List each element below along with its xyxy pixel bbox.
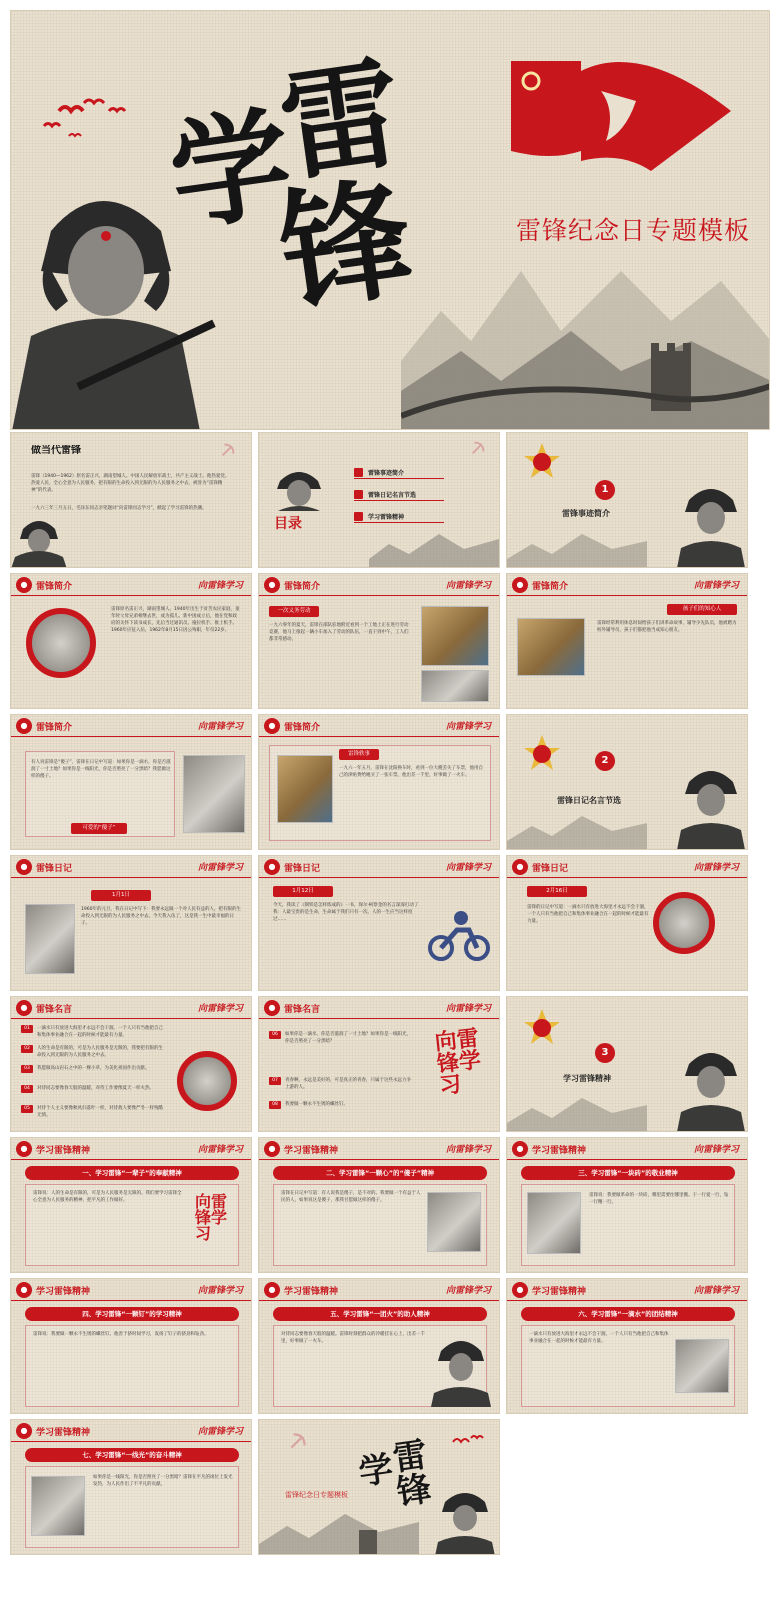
- slide-spirit-7[interactable]: [10, 1419, 252, 1555]
- story-label: 雷锋轶事: [339, 749, 379, 760]
- slide-number-badge: ●: [16, 1141, 32, 1157]
- cover-char-feng: 锋: [270, 160, 421, 331]
- leifeng-photo: [427, 1192, 481, 1252]
- cover-char-xue: 学: [161, 92, 301, 249]
- slide-first-title: 做当代雷锋: [31, 445, 81, 456]
- slide-spirit-2[interactable]: [258, 1137, 500, 1273]
- slide-menu[interactable]: [258, 432, 500, 568]
- slide-diary-2[interactable]: [258, 855, 500, 991]
- slide-number-badge: ●: [16, 1282, 32, 1298]
- slide-title: 学习雷锋精神: [36, 1287, 91, 1297]
- end-subtitle: 雷锋纪念日专题模板: [285, 1491, 348, 1499]
- brand-signature: 向雷锋学习: [197, 1145, 243, 1155]
- brand-signature: 向雷锋学习: [197, 863, 243, 873]
- hammer-sickle-icon: [287, 1430, 309, 1452]
- spirit-title: 四、学习雷锋“一颗钉”的学习精神: [25, 1307, 239, 1321]
- brand-signature: 向雷锋学习: [197, 722, 243, 732]
- spirit-title: 七、学习雷锋“一线光”的奋斗精神: [25, 1448, 239, 1462]
- brand-signature: 向雷锋学习: [693, 581, 739, 591]
- slide-section-3[interactable]: [506, 996, 748, 1132]
- party-flag-icon: [501, 51, 741, 191]
- brand-signature: 向雷锋学习: [445, 1286, 491, 1296]
- slide-number-badge: ●: [264, 859, 280, 875]
- diary-text: 1960年的元旦，我在日记中写下：我要永远做一个对人民有益的人，把有限的生命投入到无限的为人民服务之中去。今天我入伍了，这是我一生中最幸福的日子。: [81, 907, 241, 926]
- slide-title: 雷锋简介: [36, 723, 73, 733]
- slide-section-1[interactable]: [506, 432, 748, 568]
- slide-number-badge: ●: [16, 1000, 32, 1016]
- slide-quotes-1[interactable]: ● 雷锋名言 向雷锋学习 01 一滴水只有放进大海里才永远不会干涸，一个人只有当他把自己和集体事业融合在一起的时候才能最有力量。 02 人的生命是有限的，可是为人民服务是无限的，我要把有限的生命投入到无限的为人民服务之中去。 03 我愿做高山岩石之中的一棵小草，为美化祖国作出贡献。 04 对待同志要像春天般的温暖，对待工作要像夏天一样火热。 05 对待个人主义要像秋风扫落叶一样，对待敌人要像严冬一样残酷无情。: [10, 996, 252, 1132]
- spirit-text: 雷锋说：我要做革命的一块砖，哪里需要往哪里搬。干一行爱一行，钻一行精一行。: [589, 1193, 729, 1205]
- section-title: 雷锋事迹简介: [562, 509, 610, 518]
- slide-spirit-4[interactable]: [10, 1278, 252, 1414]
- brand-signature: 向雷锋学习: [197, 1004, 243, 1014]
- slide-title: 雷锋日记: [284, 864, 321, 874]
- slide-number-badge: ●: [16, 1423, 32, 1439]
- end-char-lei: 雷: [390, 1434, 430, 1480]
- slide-spirit-3[interactable]: [506, 1137, 748, 1273]
- diary-text: 雷锋的日记中写道：一滴水只有放进大海里才永远不会干涸，一个人只有当他把自己和集体事业融合在一起的时候才能最有力量。: [527, 905, 649, 924]
- cover-slide[interactable]: [10, 10, 770, 430]
- story-label: 一次义务劳动: [269, 606, 319, 617]
- brand-signature: 向雷锋学习: [693, 1286, 739, 1296]
- slide-title: 雷锋简介: [36, 582, 73, 592]
- spirit-text: 对待同志要像春天般的温暖。雷锋时刻把群众的冷暖挂在心上，出差一千里，好事做了一火车。: [281, 1332, 425, 1344]
- leifeng-photo: [25, 904, 75, 974]
- slide-spirit-1[interactable]: [10, 1137, 252, 1273]
- slide-title: 雷锋简介: [532, 582, 569, 592]
- slide-number-badge: ●: [264, 1282, 280, 1298]
- slide-number-badge: ●: [512, 859, 528, 875]
- spirit-text: 一滴水只有放进大海里才永远不会干涸，一个人只有当他把自己和集体事业融合在一起的时候才能最有力量。: [529, 1332, 669, 1344]
- brand-signature: 向雷锋学习: [445, 863, 491, 873]
- leifeng-photo: [421, 670, 489, 702]
- great-wall-illustration: [259, 1512, 419, 1555]
- soldier-illustration: [677, 760, 747, 850]
- leifeng-photo-ring: [653, 892, 715, 954]
- star-emblem-icon: [522, 441, 562, 481]
- leifeng-photo: [675, 1339, 729, 1393]
- soldier-illustration: [677, 1042, 747, 1132]
- soldier-illustration: [11, 513, 71, 568]
- brand-signature: 向雷锋学习: [445, 581, 491, 591]
- slide-number-badge: ●: [264, 577, 280, 593]
- spirit-text: 如果你是一线阳光，你是否照亮了一分黑暗？雷锋在平凡的岗位上发光发热，为人民作出了不平凡的贡献。: [93, 1475, 233, 1487]
- diary-date: 1月12日: [273, 886, 333, 897]
- leifeng-photo: [31, 1476, 85, 1536]
- slide-title: 雷锋名言: [284, 1005, 321, 1015]
- brand-signature: 向雷锋学习: [693, 863, 739, 873]
- leifeng-photo-ring: [177, 1051, 237, 1111]
- spirit-title: 五、学习雷锋“一团火”的助人精神: [273, 1307, 487, 1321]
- soldier-illustration: [431, 1331, 491, 1407]
- slide-title: 学习雷锋精神: [532, 1146, 587, 1156]
- slide-number-badge: ●: [512, 1141, 528, 1157]
- soldier-illustration: [11, 161, 251, 430]
- menu-item-1[interactable]: 雷锋事迹简介: [354, 467, 444, 479]
- great-wall-illustration: [369, 529, 499, 568]
- brand-signature: 向雷锋学习: [693, 1145, 739, 1155]
- slide-section-2[interactable]: [506, 714, 748, 850]
- soldier-illustration: [677, 478, 747, 568]
- hammer-sickle-icon: [219, 441, 237, 459]
- great-wall-illustration: [507, 815, 647, 850]
- section-title: 雷锋日记名言节选: [557, 796, 621, 805]
- leifeng-color-photo: [277, 755, 333, 823]
- mao-portrait-photo: [421, 606, 489, 666]
- slide-intro-1[interactable]: [10, 573, 252, 709]
- cover-subtitle: 雷锋纪念日专题模板: [516, 216, 751, 245]
- section-number: 3: [595, 1043, 615, 1063]
- slide-title: 学习雷锋精神: [36, 1428, 91, 1438]
- leifeng-photo: [527, 1192, 581, 1254]
- flying-birds-icon: [449, 1430, 489, 1450]
- slide-diary-3[interactable]: [506, 855, 748, 991]
- diary-date: 2月16日: [527, 886, 587, 897]
- flying-birds-icon: [39, 91, 139, 151]
- motorcycle-illustration-icon: [427, 906, 491, 962]
- spirit-title: 二、学习雷锋“一颗心”的“傻子”精神: [273, 1166, 487, 1180]
- slide-number-badge: ●: [264, 1141, 280, 1157]
- children-photo: [517, 618, 585, 676]
- slide-number-badge: ●: [16, 859, 32, 875]
- great-wall-illustration: [507, 1097, 647, 1132]
- brand-signature: 向雷锋学习: [445, 1145, 491, 1155]
- great-wall-illustration: [507, 533, 647, 568]
- brand-signature: 向雷锋学习: [197, 581, 243, 591]
- brand-signature: 向雷锋学习: [445, 722, 491, 732]
- leifeng-portrait: [274, 463, 324, 513]
- slide-number-badge: ●: [16, 718, 32, 734]
- star-emblem-icon: [522, 1007, 562, 1047]
- slide-number-badge: ●: [16, 577, 32, 593]
- slide-intro-2[interactable]: [258, 573, 500, 709]
- brand-signature: 向雷锋学习: [445, 1004, 491, 1014]
- diary-date: 1月1日: [91, 890, 151, 901]
- story-label: 可爱的“傻子”: [71, 823, 127, 834]
- story-paragraph: 雷锋经常利用休息时间给孩子们讲革命故事，辅导少先队员，他被聘为校外辅导员，孩子们都把他当成知心朋友。: [597, 621, 737, 633]
- slide-title: 学习雷锋精神: [284, 1146, 339, 1156]
- spirit-title: 一、学习雷锋“一辈子”的奉献精神: [25, 1166, 239, 1180]
- cover-char-lei: 雷: [271, 42, 411, 199]
- slide-end[interactable]: [258, 1419, 500, 1555]
- slide-intro-5[interactable]: [258, 714, 500, 850]
- slide-title: 学习雷锋精神: [36, 1146, 91, 1156]
- story-paragraph: 一九六一年五月，雷锋在沈阳换车时，看到一位大嫂丢失了车票，他用自己的津贴费给她买了一张车票。他出差一千里，好事做了一火车。: [339, 766, 483, 778]
- story-paragraph: 一九六零年的夏天，雷锋在部队驻地附近看到一个工地上正在进行劳动竞赛，他马上推起一辆小车加入了劳动的队伍，一直干到中午，工人们都非常感动。: [269, 623, 409, 642]
- slide-title: 学习雷锋精神: [284, 1287, 339, 1297]
- slide-intro-3[interactable]: [506, 573, 748, 709]
- leifeng-photo-ring: [26, 608, 96, 678]
- spirit-text: 雷锋说：我要做一颗永不生锈的螺丝钉。他善于挤时间学习，发扬了钉子的挤劲和钻劲。: [33, 1332, 209, 1337]
- story-label: 孩子们的知心人: [667, 604, 737, 615]
- slide-number-badge: ●: [264, 718, 280, 734]
- slide-title: 雷锋简介: [284, 582, 321, 592]
- spirit-text: 雷锋在日记中写道：有人说我是傻子，是不对的。我要做一个有益于人民的人，如果说这是傻子，那我甘愿做这样的傻子。: [281, 1191, 421, 1203]
- menu-item-2[interactable]: 雷锋日记名言节选: [354, 489, 444, 501]
- slide-first-paragraph2: 一九六三年三月五日，毛泽东同志亲笔题词“向雷锋同志学习”，掀起了学习雷锋的热潮。: [31, 506, 207, 511]
- section-title: 学习雷锋精神: [563, 1074, 611, 1083]
- slide-title: 雷锋日记: [36, 864, 73, 874]
- star-emblem-icon: [522, 733, 562, 773]
- diary-text: 今天，我读了《钢铁是怎样炼成的》一书，保尔·柯察金的名言深深打动了我：人最宝贵的是生命，生命属于我们只有一次。人的一生应当这样度过……: [273, 903, 419, 922]
- calligraphy-signature: 向雷锋学习: [433, 1025, 483, 1100]
- end-char-feng: 锋: [394, 1468, 434, 1514]
- slide-first-paragraph: 雷锋（1940—1962）原名雷正兴，湖南望城人。中国人民解放军战士，共产主义战士。他热爱党、热爱人民，全心全意为人民服务，把有限的生命投入到无限的为人民服务之中去，被誉为“雷锋精神”的代表。: [31, 474, 230, 493]
- great-wall-illustration: [401, 241, 770, 430]
- slide-number-badge: ●: [512, 1282, 528, 1298]
- end-char-xue: 学: [356, 1448, 396, 1494]
- slide-quotes-2[interactable]: ● 雷锋名言 向雷锋学习 06 如果你是一滴水，你是否滋润了一寸土地？如果你是一线阳光，你是否照亮了一分黑暗？ 07 青春啊，永远是美好的，可是真正的青春，只属于这些永远力争上游的人。 08 我要做一颗永不生锈的螺丝钉。 向雷锋学习: [258, 996, 500, 1132]
- slide-title: 雷锋名言: [36, 1005, 73, 1015]
- slide-title: 学习雷锋精神: [532, 1287, 587, 1297]
- slide-diary-1[interactable]: [10, 855, 252, 991]
- slide-intro-4[interactable]: [10, 714, 252, 850]
- slide-intro-first[interactable]: [10, 432, 252, 568]
- leifeng-photo: [183, 755, 245, 833]
- slide-number-badge: ●: [264, 1000, 280, 1016]
- spirit-text: 雷锋说：人的生命是有限的，可是为人民服务是无限的。我们要学习雷锋全心全意为人民服务的精神，把平凡的工作做好。: [33, 1191, 182, 1203]
- soldier-illustration: [435, 1484, 495, 1555]
- hammer-sickle-icon: [469, 439, 487, 457]
- slide-spirit-5[interactable]: [258, 1278, 500, 1414]
- spirit-title: 三、学习雷锋“一块砖”的敬业精神: [521, 1166, 735, 1180]
- slide-title: 雷锋简介: [284, 723, 321, 733]
- section-number: 2: [595, 751, 615, 771]
- story-paragraph: 有人说雷锋是“傻子”，雷锋在日记中写道：如果你是一滴水，你是否滋润了一寸土地？如果你是一线阳光，你是否照亮了一分黑暗？我愿做这样的傻子。: [31, 760, 171, 779]
- menu-label: 目录: [274, 516, 302, 532]
- intro-paragraph: 雷锋原名雷正兴，湖南望城人。1940年出生于贫苦农民家庭，童年时父母兄弟相继去世，成为孤儿。新中国成立后，他在党和政府的关怀下读书成长，先后当过通讯员、拖拉机手、推土机手。1960年应征入伍，1962年8月15日因公殉职，年仅22岁。: [111, 607, 240, 633]
- calligraphy-signature: 向雷锋学习: [195, 1192, 228, 1243]
- brand-signature: 向雷锋学习: [197, 1427, 243, 1437]
- slide-number-badge: ●: [512, 577, 528, 593]
- menu-item-3[interactable]: 学习雷锋精神: [354, 511, 444, 523]
- brand-signature: 向雷锋学习: [197, 1286, 243, 1296]
- slide-title: 雷锋日记: [532, 864, 569, 874]
- spirit-title: 六、学习雷锋“一滴水”的团结精神: [521, 1307, 735, 1321]
- slide-spirit-6[interactable]: [506, 1278, 748, 1414]
- section-number: 1: [595, 480, 615, 500]
